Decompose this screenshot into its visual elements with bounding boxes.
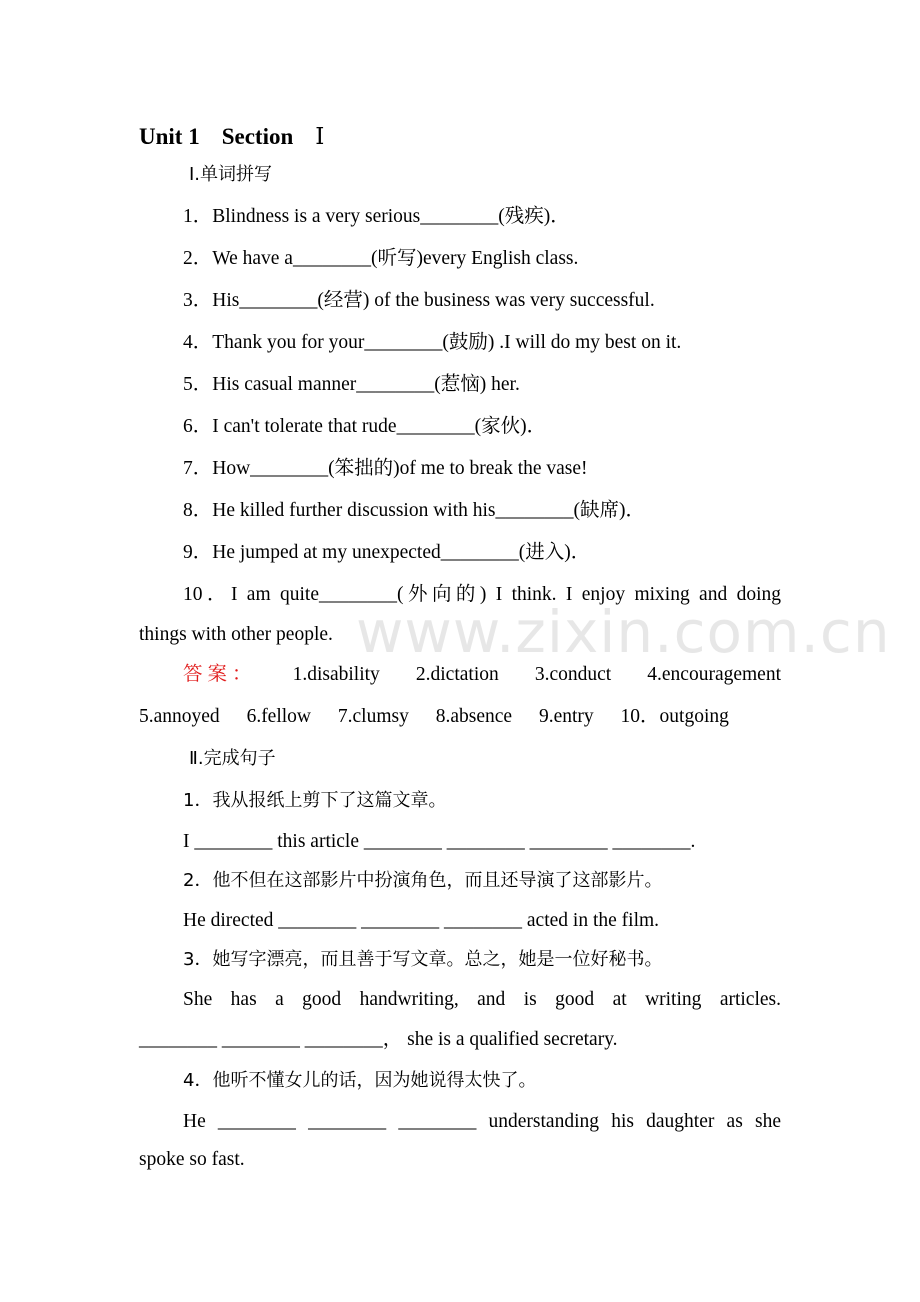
answer-item: 10．outgoing xyxy=(620,706,729,727)
answer-item: 4.encouragement xyxy=(647,664,781,685)
exercise-item-10-line2: things with other people. xyxy=(139,624,333,645)
exercise-item: 4．Thank you for your________(鼓励) .I will do my best on it. xyxy=(183,332,682,353)
question-cn: 4．他听不懂女儿的话，因为她说得太快了。 xyxy=(183,1070,537,1091)
page-title xyxy=(139,122,781,152)
answer-item: 7.clumsy xyxy=(337,706,409,727)
part2-heading: Ⅱ.完成句子 xyxy=(189,748,276,769)
answers-row-1 xyxy=(183,662,781,688)
title-section: Section xyxy=(221,124,294,149)
question-en-line1: She has a good handwriting, and is good at writing articles. xyxy=(183,989,781,1010)
answers-row-2 xyxy=(139,704,781,730)
watermark: www.zixin.com.cn xyxy=(356,598,891,666)
exercise-item: 3．His________(经营) of the business was very successful. xyxy=(183,290,655,311)
answers-label: 答案： xyxy=(183,664,257,685)
answer-item: 6.fellow xyxy=(246,706,312,727)
exercise-item: 5．His casual manner________(惹恼) her. xyxy=(183,374,520,395)
exercise-item: 9．He jumped at my unexpected________(进入)． xyxy=(183,542,591,563)
answer-item: 2.dictation xyxy=(415,664,499,685)
exercise-item: 8．He killed further discussion with his________(缺席)． xyxy=(183,500,645,521)
question-cn: 2．他不但在这部影片中扮演角色，而且还导演了这部影片。 xyxy=(183,870,663,891)
exercise-item: 6．I can't tolerate that rude________(家伙)． xyxy=(183,416,547,437)
title-roman: Ⅰ xyxy=(315,124,325,149)
question-cn: 1．我从报纸上剪下了这篇文章。 xyxy=(183,790,447,811)
exercise-item: 7．How________(笨拙的)of me to break the vase! xyxy=(183,458,588,479)
part1-heading: Ⅰ.单词拼写 xyxy=(189,164,273,185)
answer-item: 3.conduct xyxy=(534,664,612,685)
answer-item: 5.annoyed xyxy=(139,706,220,727)
question-en-line1: He ________ ________ ________ understanding his daughter as she xyxy=(183,1111,781,1132)
answer-item: 1.disability xyxy=(292,664,380,685)
question-en: He directed ________ ________ ________ acted in the film. xyxy=(183,910,660,931)
question-en-line2: ________ ________ ________， she is a qualified secretary. xyxy=(139,1029,618,1050)
exercise-item: 1．Blindness is a very serious________(残疾)． xyxy=(183,206,570,227)
answer-item: 9.entry xyxy=(538,706,594,727)
exercise-item-10-line1: 10．I am quite________(外向的) I think. I enjoy mixing and doing xyxy=(183,584,781,605)
question-en-line2: spoke so fast. xyxy=(139,1149,245,1170)
exercise-item: 2．We have a________(听写)every English class. xyxy=(183,248,579,269)
question-cn: 3．她写字漂亮，而且善于写文章。总之，她是一位好秘书。 xyxy=(183,949,663,970)
title-unit: Unit 1 xyxy=(139,124,200,149)
question-en: I ________ this article ________ ________ ________ ________. xyxy=(183,831,696,852)
answer-item: 8.absence xyxy=(435,706,513,727)
